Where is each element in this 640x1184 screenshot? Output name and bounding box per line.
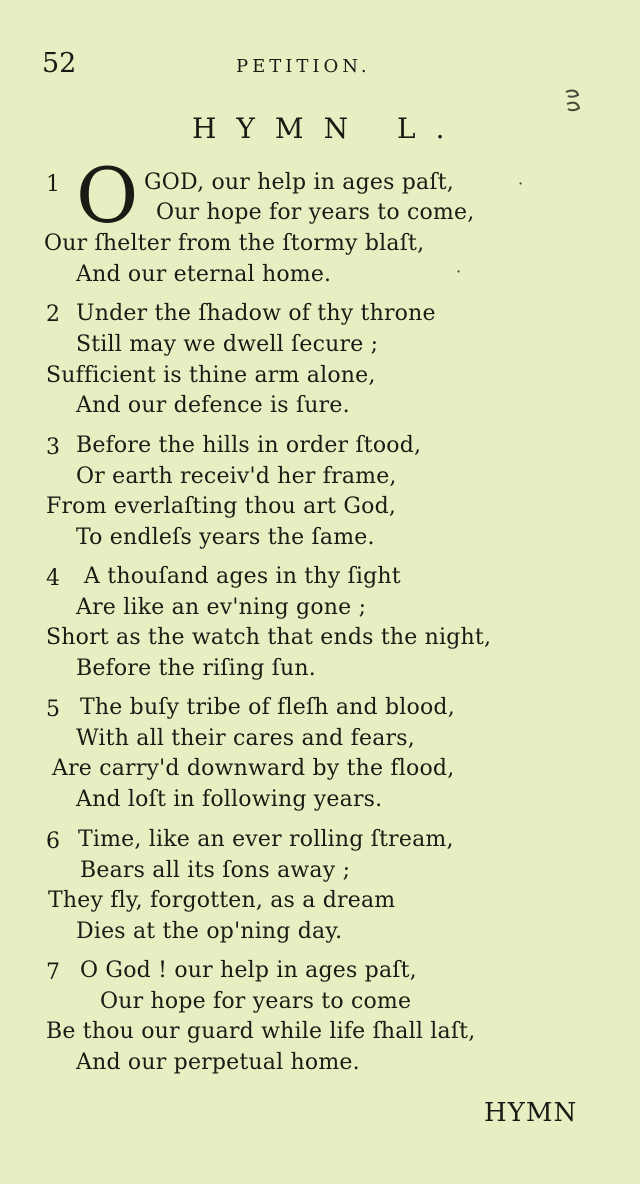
verse-line: And our defence is ſure. (76, 393, 350, 418)
verse-line: Before the hills in order ſtood, (76, 433, 422, 458)
verse-line: Bears all its ſons away ; (80, 858, 351, 883)
verse-line: O God ! our help in ages paſt, (80, 958, 417, 983)
verse-line: The buſy tribe of fleſh and blood, (80, 695, 455, 720)
verse-line: They fly, forgotten, as a dream (48, 888, 396, 913)
verse-line: And loſt in following years. (76, 787, 383, 812)
catchword: HYMN (484, 1098, 578, 1128)
verse-line: GOD, our help in ages paſt, (144, 170, 454, 195)
verse-line: Short as the watch that ends the night, (46, 625, 492, 650)
verse-line: Still may we dwell ſecure ; (76, 332, 379, 357)
verse-number: 4 (46, 566, 60, 591)
verse-line: Be thou our guard while life ſhall laſt, (46, 1019, 476, 1044)
ink-speck: · (518, 174, 524, 193)
verse-line: Under the ſhadow of thy throne (76, 301, 436, 326)
verse-line: Are carry'd downward by the flood, (52, 756, 455, 781)
verse-line: Time, like an ever rolling ſtream, (78, 827, 454, 852)
verse-line: Sufficient is thine arm alone, (46, 363, 376, 388)
verse-number: 3 (46, 435, 60, 460)
running-head: PETITION. (236, 56, 371, 77)
verse-number: 1 (46, 172, 60, 197)
verse-line: And our perpetual home. (76, 1050, 360, 1075)
verse-number: 6 (46, 829, 60, 854)
verse-number: 2 (46, 302, 60, 327)
hymn-title: HYMN L. (192, 112, 465, 145)
verse-line: Our hope for years to come (100, 989, 412, 1014)
verse-line: Our ſhelter from the ſtormy blaſt, (44, 231, 425, 256)
verse-line: And our eternal home. (76, 262, 332, 287)
verse-line: Are like an ev'ning gone ; (76, 595, 367, 620)
page-number: 52 (42, 48, 77, 79)
verse-number: 7 (46, 960, 60, 985)
verse-line: Dies at the op'ning day. (76, 919, 343, 944)
ink-speck: · (456, 262, 462, 281)
verse-line: Our hope for years to come, (156, 200, 475, 225)
margin-ink-mark (562, 86, 584, 120)
verse-line: With all their cares and fears, (76, 726, 415, 751)
verse-line: Or earth receiv'd her frame, (76, 464, 397, 489)
verse-line: To endleſs years the ſame. (76, 525, 375, 550)
verse-number: 5 (46, 697, 60, 722)
verse-line: A thouſand ages in thy ſight (84, 564, 401, 589)
verse-line: From everlaſting thou art God, (46, 494, 397, 519)
drop-cap: O (76, 151, 139, 240)
verse-line: Before the riſing ſun. (76, 656, 316, 681)
